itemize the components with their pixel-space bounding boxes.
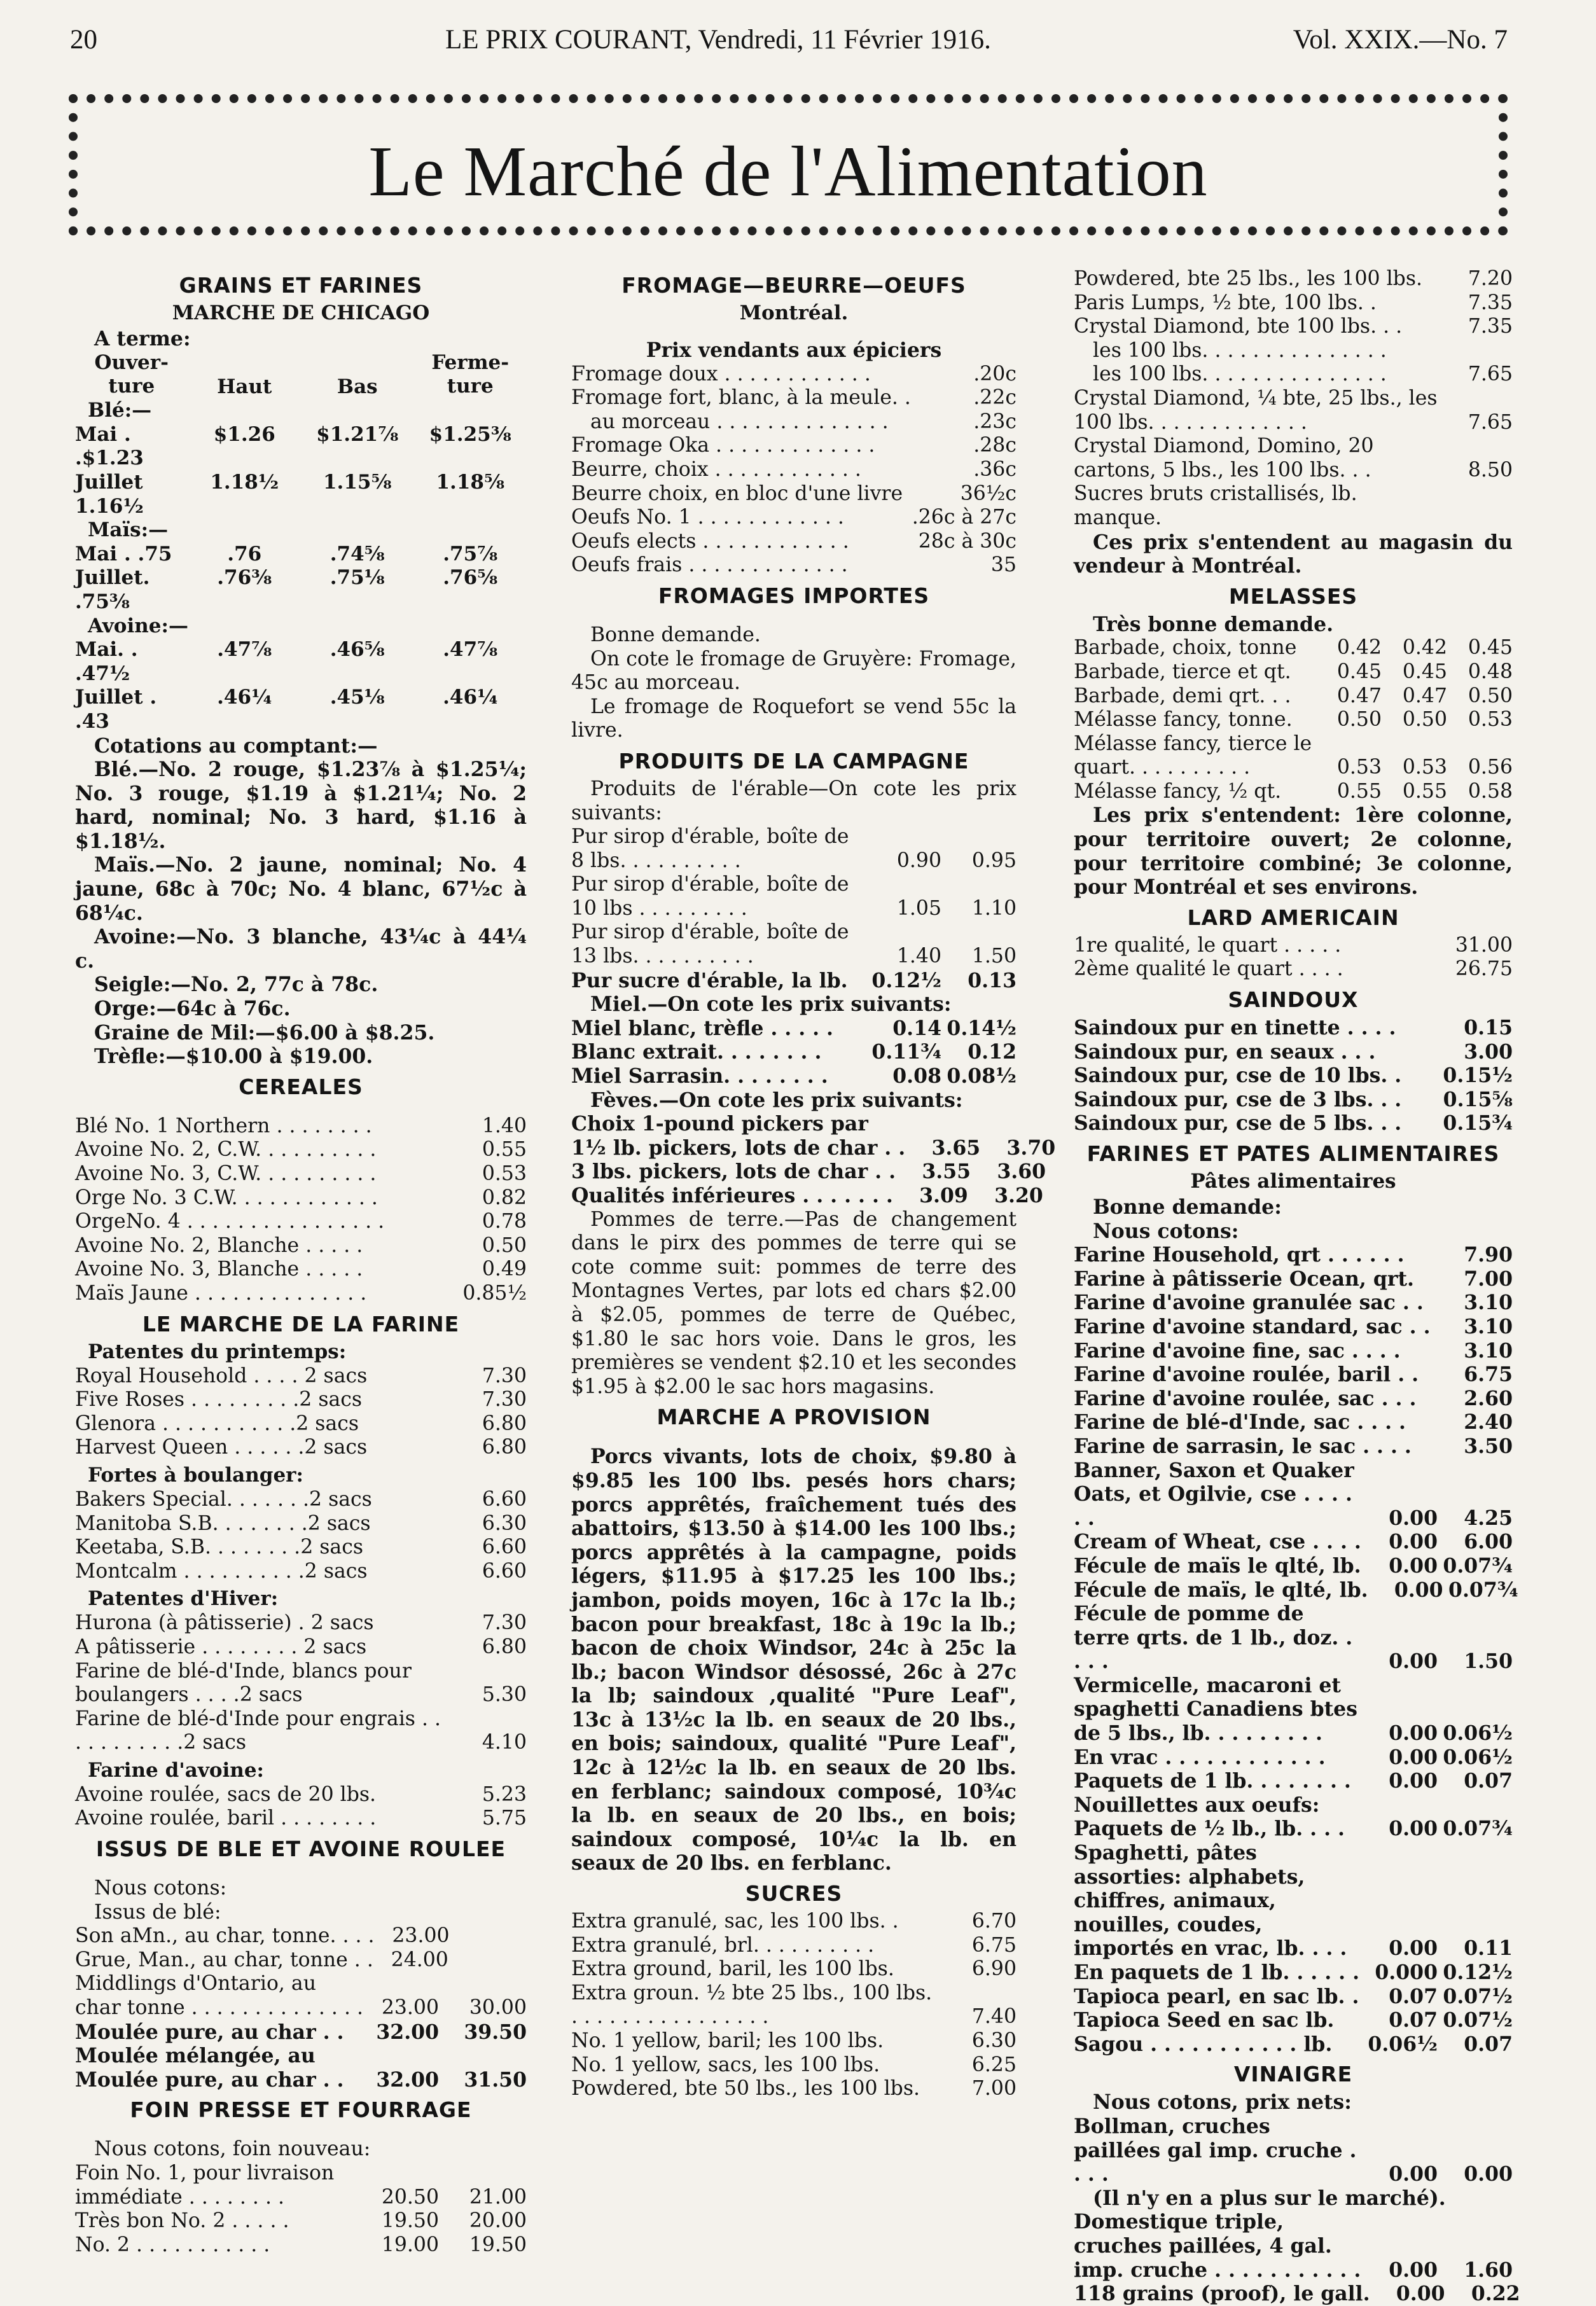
list-item: Beurre, choix . . . . . . . . . . . . .36c bbox=[571, 457, 1017, 481]
list-item: Barbade, tierce et qt. 0.45 0.45 0.48 bbox=[1074, 660, 1513, 683]
cotations-label: Cotations au comptant:— bbox=[94, 733, 378, 758]
list-item: Pur sirop d'érable, boîte de 13 lbs. . . . . . . . . . 1.40 1.50 bbox=[571, 920, 1017, 968]
list-item: Moulée mélangée, au bbox=[75, 2044, 316, 2068]
demande: Très bonne demande. bbox=[1093, 612, 1334, 636]
list-item: Fécule de maïs, le qlté, lb. 0.00 0.07¾ bbox=[1074, 1578, 1518, 1602]
list-item: No. 1 yellow, sacs, les 100 lbs. 6.25 bbox=[571, 2053, 1017, 2076]
melasses-note: Les prix s'entendent: 1ère colonne, pour territoire ouvert; 2e colonne, pour territoire combiné; 3e colonne, pour Montréal et ses environs. bbox=[1074, 803, 1513, 899]
list-item: Grue, Man., au char, tonne . . 24.00 bbox=[75, 1948, 448, 1971]
list-item: 2ème qualité le quart . . . . 26.75 bbox=[1074, 957, 1513, 981]
list-item: Farine à pâtisserie Ocean, qrt. 7.00 bbox=[1074, 1267, 1513, 1291]
list-item: Miel Sarrasin. . . . . . . . 0.08 0.08½ bbox=[571, 1064, 1017, 1088]
cotation-graine-mil: Graine de Mil:—$6.00 à $8.25. bbox=[94, 1020, 435, 1045]
publication-title: LE PRIX COURANT, Vendredi, 11 Février 1916. bbox=[445, 25, 991, 55]
feves-sub: Choix 1-pound pickers par bbox=[571, 1112, 868, 1136]
lard-section bbox=[1074, 906, 1513, 982]
list-item: Maïs Jaune . . . . . . . . . . . . . . 0.85½ bbox=[75, 1281, 527, 1305]
page-number: 20 bbox=[70, 25, 97, 55]
mais-label: Maïs:— bbox=[88, 518, 169, 542]
head-bas: Bas bbox=[337, 375, 378, 398]
list-item: Keetaba, S.B. . . . . . . .2 sacs 6.60 bbox=[75, 1536, 527, 1559]
section-title: VINAIGRE bbox=[1233, 2062, 1353, 2087]
nous-cotons: Nous cotons, foin nouveau: bbox=[94, 2137, 371, 2161]
list-item: Fromage fort, blanc, à la meule. . .22c bbox=[571, 386, 1017, 410]
list-item: Vermicelle, macaroni et spaghetti Canadiens btes de 5 lbs., lb. . . . . . . . . 0.00 0.06½ bbox=[1074, 1673, 1513, 1746]
list-item: Barbade, choix, tonne 0.42 0.42 0.45 bbox=[1074, 636, 1513, 660]
table-row: Juillet. .75⅜ .76⅜ .75⅛ .76⅝ bbox=[75, 566, 498, 613]
list-item: Avoine No. 2, Blanche . . . . . 0.50 bbox=[75, 1233, 527, 1257]
fromage-section bbox=[571, 274, 1017, 578]
farines-pates-section bbox=[1074, 1141, 1518, 2056]
paragraph: Porcs vivants, lots de choix, $9.80 à $9.85 les 100 lbs. pesés hors chars; porcs apprêtés, fraîchement tués des abattoirs, $13.50 à $14.00 les 100 lbs.; porcs apprêtés à la campagne, poids légers, $11.95 à $17.25 les 100 lbs.; jambon, poids moyen, 16c à 17c la lb.; bacon pour breakfast, 18c à 19c la lb.; bacon de choix Windsor, 24c à 25c la lb.; bacon Windsor désossé, 26c à 27c la lb; saindoux ,qualité "Pure Leaf", 13c à 13½c la lb. en seaux de 20 lbs., en bois; saindoux, qualité "Pure Leaf", 12c à 12½c la lb. en seaux de 20 lbs. en ferblanc; saindoux composé, 10¾c la lb. en seaux de 20 lbs., en bois; saindoux composé, 10¼c la lb. en seaux de 20 lbs. en ferblanc. bbox=[571, 1445, 1017, 1875]
list-item: 118 grains (proof), le gall. 0.00 0.22 bbox=[1074, 2282, 1520, 2306]
table-row: Mai . .75 .76 .74⅝ .75⅞ bbox=[75, 542, 498, 566]
list-item: Farine d'avoine standard, sac . . 3.10 bbox=[1074, 1314, 1513, 1338]
paragraph: Bonne demande. bbox=[590, 623, 761, 646]
list-item: Miel blanc, trèfle . . . . . 0.14 0.14½ bbox=[571, 1016, 1017, 1040]
list-item: Avoine roulée, sacs de 20 lbs. 5.23 bbox=[75, 1782, 527, 1806]
list-item: Farine d'avoine roulée, baril . . 6.75 bbox=[1074, 1363, 1513, 1387]
list-item: Powdered, bte 50 lbs., les 100 lbs. 7.00 bbox=[571, 2077, 1017, 2101]
table-row: Mai . .$1.23 $1.26 $1.21⅞ $1.25⅜ bbox=[75, 422, 511, 470]
section-subtitle: Pâtes alimentaires bbox=[1190, 1170, 1396, 1193]
sucres-section bbox=[571, 1882, 1017, 2101]
section-title: FROMAGE—BEURRE—OEUFS bbox=[621, 273, 966, 298]
paragraph: On cote le fromage de Gruyère: Fromage, 45c au morceau. bbox=[571, 647, 1017, 695]
list-item: Crystal Diamond, Domino, 20 cartons, 5 lbs., les 100 lbs. . . 8.50 bbox=[1074, 434, 1513, 482]
section-subtitle: MARCHE DE CHICAGO bbox=[172, 302, 430, 324]
table-row: Mai. . .47½ .47⅞ .46⅝ .47⅞ bbox=[75, 638, 498, 685]
issus-label: Issus de blé: bbox=[94, 1900, 221, 1924]
list-item: Paquets de ½ lb., lb. . . . 0.00 0.07¾ bbox=[1074, 1817, 1513, 1841]
list-item: Farine d'avoine granulée sac . . 3.10 bbox=[1074, 1291, 1513, 1315]
section-title: ISSUS DE BLE ET AVOINE ROULEE bbox=[95, 1837, 506, 1862]
list-item: Crystal Diamond, ¼ bte, 25 lbs., les 100 lbs. . . . . . . . . . . . . 7.65 bbox=[1074, 386, 1513, 434]
column-3 bbox=[1074, 267, 1520, 2306]
list-item: Farine de blé-d'Inde pour engrais . . . . . . . . . . .2 sacs 4.10 bbox=[75, 1707, 527, 1754]
nous-cotons: Nous cotons, prix nets: bbox=[1093, 2090, 1352, 2115]
list-item: Manitoba S.B. . . . . . . .2 sacs 6.30 bbox=[75, 1511, 527, 1535]
list-item: Fécule de pomme de terre qrts. de 1 lb., doz. . . . . 0.00 1.50 bbox=[1074, 1602, 1513, 1674]
list-item: Paquets de 1 lb. . . . . . . . 0.00 0.07 bbox=[1074, 1769, 1513, 1793]
group-label: Fortes à boulanger: bbox=[88, 1463, 303, 1487]
foin-section bbox=[75, 2098, 527, 2257]
list-item: Glenora . . . . . . . . . . .2 sacs 6.80 bbox=[75, 1412, 527, 1435]
list-item: Extra granulé, brl. . . . . . . . . . 6.75 bbox=[571, 1933, 1017, 1957]
list-item: Farine de blé-d'Inde, blancs pour boulangers . . . .2 sacs 5.30 bbox=[75, 1659, 527, 1707]
list-item: Middlings d'Ontario, au char tonne . . . . . . . . . . . . . . 23.00 30.00 bbox=[75, 1972, 527, 2020]
list-item: Farine de blé-d'Inde, sac . . . . 2.40 bbox=[1074, 1410, 1513, 1434]
list-item: Five Roses . . . . . . . . .2 sacs 7.30 bbox=[75, 1388, 527, 1412]
list-item: Barbade, demi qrt. . . 0.47 0.47 0.50 bbox=[1074, 684, 1513, 707]
list-item: OrgeNo. 4 . . . . . . . . . . . . . . . . 0.78 bbox=[75, 1210, 527, 1233]
list-item: Farine Household, qrt . . . . . . 7.90 bbox=[1074, 1243, 1513, 1267]
group-label: Patentes d'Hiver: bbox=[88, 1587, 279, 1611]
list-item: Spaghetti, pâtes assorties: alphabets, chiffres, animaux, nouilles, coudes, importés en vrac, lb. . . . 0.00 0.11 bbox=[1074, 1841, 1513, 1961]
list-item: Oeufs frais . . . . . . . . . . . . . 35 bbox=[571, 553, 1017, 577]
list-item: Extra granulé, sac, les 100 lbs. . 6.70 bbox=[571, 1910, 1017, 1933]
sucres-note: Ces prix s'entendent au magasin du vendeur à Montréal. bbox=[1074, 530, 1513, 578]
prix-label: Prix vendants aux épiciers bbox=[646, 338, 942, 362]
list-item: Pur sucre d'érable, la lb. 0.12½ 0.13 bbox=[571, 968, 1017, 992]
section-title: LARD AMERICAIN bbox=[1187, 905, 1399, 930]
provision-section bbox=[571, 1405, 1017, 1875]
list-item: En paquets de 1 lb. . . . . . 0.000 0.12½ bbox=[1074, 1961, 1513, 1984]
list-item: Domestique triple, cruches paillées, 4 gal. imp. cruche . . . . . . . . . . . 0.00 1.60 bbox=[1074, 2210, 1513, 2282]
list-item: En vrac . . . . . . . . . . . . 0.00 0.06½ bbox=[1074, 1745, 1513, 1769]
list-item: Avoine roulée, baril . . . . . . . . 5.75 bbox=[75, 1807, 527, 1830]
table-row: Juillet . .43 .46¼ .45⅛ .46¼ bbox=[75, 686, 498, 733]
list-item: Fécule de maïs le qlté, lb. 0.00 0.07¾ bbox=[1074, 1553, 1513, 1578]
section-title: PRODUITS DE LA CAMPAGNE bbox=[618, 748, 969, 774]
list-item: Pur sirop d'érable, boîte de 8 lbs. . . . . . . . . . 0.90 0.95 bbox=[571, 825, 1017, 872]
list-item: Sagou . . . . . . . . . . . lb. 0.06½ 0.07 bbox=[1074, 2032, 1513, 2056]
head-ouverture: Ouver- ture bbox=[94, 351, 169, 398]
feves-label: Fèves.—On cote les prix suivants: bbox=[590, 1088, 963, 1112]
list-item: les 100 lbs. . . . . . . . . . . . . . . 7.65 bbox=[1093, 363, 1513, 386]
a-terme-label: A terme: bbox=[94, 327, 191, 351]
sucres-suite-section bbox=[1074, 267, 1513, 578]
list-item: Blé No. 1 Northern . . . . . . . . 1.40 bbox=[75, 1114, 527, 1137]
list-item: Royal Household . . . . 2 sacs 7.30 bbox=[75, 1364, 527, 1387]
list-item: 3 lbs. pickers, lots de char . . 3.55 3.60 bbox=[571, 1160, 1046, 1184]
list-item: Powdered, bte 25 lbs., les 100 lbs. 7.20 bbox=[1074, 267, 1513, 290]
table-row: Juillet 1.16½ 1.18½ 1.15⅝ 1.18⅝ bbox=[75, 470, 505, 518]
list-item: Mélasse fancy, ½ qt. 0.55 0.55 0.58 bbox=[1074, 779, 1513, 803]
list-item: Mélasse fancy, tierce le quart. . . . . . . . . . 0.53 0.53 0.56 bbox=[1074, 732, 1513, 779]
group-label: Farine d'avoine: bbox=[88, 1758, 264, 1782]
section-title: FARINES ET PATES ALIMENTAIRES bbox=[1086, 1141, 1500, 1166]
list-item: Orge No. 3 C.W. . . . . . . . . . . . 0.82 bbox=[75, 1186, 527, 1209]
list-item: Moulée pure, au char . . 32.00 39.50 bbox=[75, 2020, 527, 2044]
column-1 bbox=[75, 267, 527, 2256]
avoine-label: Avoine:— bbox=[88, 614, 188, 637]
list-item: Sucres bruts cristallisés, lb. manque. bbox=[1074, 482, 1357, 529]
vinaigre-section bbox=[1074, 2062, 1520, 2306]
list-item: Très bon No. 2 . . . . . 19.50 20.00 bbox=[75, 2209, 527, 2233]
banner-title: Le Marché de l'Alimentation bbox=[368, 132, 1208, 211]
list-item: Oeufs elects . . . . . . . . . . . . 28c à 30c bbox=[571, 529, 1017, 553]
list-item: Mélasse fancy, tonne. 0.50 0.50 0.53 bbox=[1074, 708, 1513, 732]
volume-number: Vol. XXIX.—No. 7 bbox=[1293, 25, 1508, 55]
paragraph: Produits de l'érable—On cote les prix suivants: bbox=[571, 777, 1017, 824]
section-title: CEREALES bbox=[239, 1074, 363, 1099]
list-item: Farine d'avoine fine, sac . . . . 3.10 bbox=[1074, 1338, 1513, 1363]
paragraph: Pommes de terre.—Pas de changement dans le pirx des pommes de terre qui se cote comme suit: pommes de terre des Montagnes Vertes, par lots ed chars $2.00 à $2.05, pommes de terre de Québec, $1.80 le sac hors voie. Dans le gros, les premières se vendent $2.10 et les secondes $1.95 à $2.00 le sac hors magasins. bbox=[571, 1207, 1017, 1398]
list-item: Foin No. 1, pour livraison immédiate . . . . . . . . 20.50 21.00 bbox=[75, 2162, 527, 2209]
cotation-mais: Maïs.—No. 2 jaune, nominal; No. 4 jaune, 68c à 70c; No. 4 blanc, 67½c à 68¼c. bbox=[75, 853, 527, 925]
list-item: Saindoux pur, cse de 10 lbs. . 0.15½ bbox=[1074, 1064, 1513, 1088]
section-title: SUCRES bbox=[745, 1881, 843, 1907]
list-item: Pur sirop d'érable, boîte de 10 lbs . . . . . . . . . 1.05 1.10 bbox=[571, 873, 1017, 920]
cotation-orge: Orge:—64c à 76c. bbox=[94, 997, 291, 1021]
list-item: Bakers Special. . . . . . .2 sacs 6.60 bbox=[75, 1487, 527, 1511]
list-item: Montcalm . . . . . . . . . .2 sacs 6.60 bbox=[75, 1559, 527, 1583]
fromages-importes-section bbox=[571, 584, 1017, 743]
chicago-header bbox=[75, 351, 527, 399]
list-item: Fromage doux . . . . . . . . . . . . .20c bbox=[571, 362, 1017, 385]
section-banner bbox=[69, 94, 1508, 235]
list-item: Paris Lumps, ½ bte, 100 lbs. . 7.35 bbox=[1074, 291, 1513, 314]
section-title: MELASSES bbox=[1228, 583, 1358, 609]
list-item: Saindoux pur en tinette . . . . 0.15 bbox=[1074, 1016, 1513, 1040]
list-item: Saindoux pur, en seaux . . . 3.00 bbox=[1074, 1039, 1513, 1064]
column-2 bbox=[571, 267, 1056, 2246]
list-item: Bollman, cruches paillées gal imp. cruche . . . . 0.00 0.00 bbox=[1074, 2114, 1513, 2186]
section-title: SAINDOUX bbox=[1228, 987, 1359, 1013]
issus-section bbox=[75, 1837, 527, 2092]
ble-label: Blé:— bbox=[88, 399, 152, 422]
section-title: FROMAGES IMPORTES bbox=[658, 583, 930, 608]
campagne-section bbox=[571, 748, 1056, 1399]
list-item: Hurona (à pâtisserie) . 2 sacs 7.30 bbox=[75, 1611, 527, 1635]
list-item: No. 1 yellow, baril; les 100 lbs. 6.30 bbox=[571, 2029, 1017, 2052]
list-item: Oeufs No. 1 . . . . . . . . . . . . .26c à 27c bbox=[571, 506, 1017, 529]
farine-section bbox=[75, 1312, 527, 1831]
list-item: Cream of Wheat, cse . . . . 0.00 6.00 bbox=[1074, 1530, 1513, 1554]
list-item: Tapioca pearl, en sac lb. . 0.07 0.07½ bbox=[1074, 1984, 1513, 2008]
list-item: Avoine No. 3, C.W. . . . . . . . . . 0.53 bbox=[75, 1162, 527, 1185]
grains-section bbox=[75, 274, 527, 1069]
cotation-ble: Blé.—No. 2 rouge, $1.23⅞ à $1.25¼; No. 3 rouge, $1.19 à $1.21¼; No. 2 hard, nominal; No. 3 hard, $1.16 à $1.18½. bbox=[75, 758, 527, 853]
chicago-table bbox=[75, 351, 527, 734]
list-item: Harvest Queen . . . . . .2 sacs 6.80 bbox=[75, 1436, 527, 1459]
list-item: Beurre choix, en bloc d'une livre 36½c bbox=[571, 482, 1017, 505]
section-title: MARCHE A PROVISION bbox=[656, 1405, 931, 1430]
list-item: Moulée pure, au char . . 32.00 31.50 bbox=[75, 2067, 527, 2092]
miel-label: Miel.—On cote les prix suivants: bbox=[590, 992, 952, 1017]
list-item: 1½ lb. pickers, lots de char . . 3.65 3.70 bbox=[571, 1136, 1056, 1160]
cotation-avoine: Avoine:—No. 3 blanche, 43¼c à 44¼ c. bbox=[75, 925, 527, 973]
cereales-section bbox=[75, 1075, 527, 1306]
section-subtitle: Montréal. bbox=[739, 302, 849, 324]
list-item: Blanc extrait. . . . . . . . 0.11¾ 0.12 bbox=[571, 1040, 1017, 1064]
saindoux-section bbox=[1074, 988, 1513, 1136]
list-item: Banner, Saxon et Quaker Oats, et Ogilvie, cse . . . . . . 0.00 4.25 bbox=[1074, 1458, 1513, 1530]
list-item: au morceau . . . . . . . . . . . . . . .23c bbox=[590, 410, 1017, 433]
section-title: LE MARCHE DE LA FARINE bbox=[142, 1311, 460, 1337]
list-item: (Il n'y en a plus sur le marché). bbox=[1093, 2186, 1446, 2210]
list-item: Saindoux pur, cse de 5 lbs. . . 0.15¾ bbox=[1074, 1111, 1513, 1136]
list-item: A pâtisserie . . . . . . . . 2 sacs 6.80 bbox=[75, 1635, 527, 1658]
list-item: No. 2 . . . . . . . . . . . 19.00 19.50 bbox=[75, 2233, 527, 2256]
list-item: Avoine No. 3, Blanche . . . . . 0.49 bbox=[75, 1258, 527, 1281]
nous-cotons: Nous cotons: bbox=[94, 1877, 227, 1900]
page-header bbox=[70, 24, 1508, 69]
list-item: les 100 lbs. . . . . . . . . . . . . . . bbox=[1093, 338, 1387, 362]
demande: Bonne demande: bbox=[1093, 1195, 1282, 1219]
list-item: Farine d'avoine roulée, sac . . . 2.60 bbox=[1074, 1386, 1513, 1410]
head-haut: Haut bbox=[217, 375, 272, 398]
list-item: Son aMn., au char, tonne. . . . 23.00 bbox=[75, 1924, 450, 1948]
list-item: Extra ground, baril, les 100 lbs. 6.90 bbox=[571, 1957, 1017, 1981]
group-label: Patentes du printemps: bbox=[88, 1340, 347, 1363]
head-fermeture: Ferme- ture bbox=[431, 351, 510, 398]
list-item: Extra groun. ½ bte 25 lbs., 100 lbs. . . . . . . . . . . . . . . . . 7.40 bbox=[571, 1981, 1017, 2029]
list-item: 1re qualité, le quart . . . . . 31.00 bbox=[1074, 933, 1513, 957]
list-item: Fromage Oka . . . . . . . . . . . . . .28c bbox=[571, 434, 1017, 457]
section-title: GRAINS ET FARINES bbox=[179, 273, 423, 298]
list-item: Nouillettes aux oeufs: bbox=[1074, 1793, 1320, 1817]
nous-cotons: Nous cotons: bbox=[1093, 1219, 1239, 1243]
list-item: Qualités inférieures . . . . . . . 3.09 3.20 bbox=[571, 1184, 1043, 1207]
list-item: Tapioca Seed en sac lb. 0.07 0.07½ bbox=[1074, 2008, 1513, 2032]
melasses-section bbox=[1074, 585, 1513, 899]
list-item: Farine de sarrasin, le sac . . . . 3.50 bbox=[1074, 1434, 1513, 1458]
cotation-trefle: Trèfle:—$10.00 à $19.00. bbox=[94, 1045, 373, 1069]
paragraph: Le fromage de Roquefort se vend 55c la livre. bbox=[571, 695, 1017, 742]
list-item: Crystal Diamond, bte 100 lbs. . . 7.35 bbox=[1074, 315, 1513, 338]
list-item: Saindoux pur, cse de 3 lbs. . . 0.15⅝ bbox=[1074, 1087, 1513, 1111]
list-item: Avoine No. 2, C.W. . . . . . . . . . 0.55 bbox=[75, 1138, 527, 1162]
section-title: FOIN PRESSE ET FOURRAGE bbox=[130, 2097, 472, 2123]
cotation-seigle: Seigle:—No. 2, 77c à 78c. bbox=[94, 973, 378, 997]
